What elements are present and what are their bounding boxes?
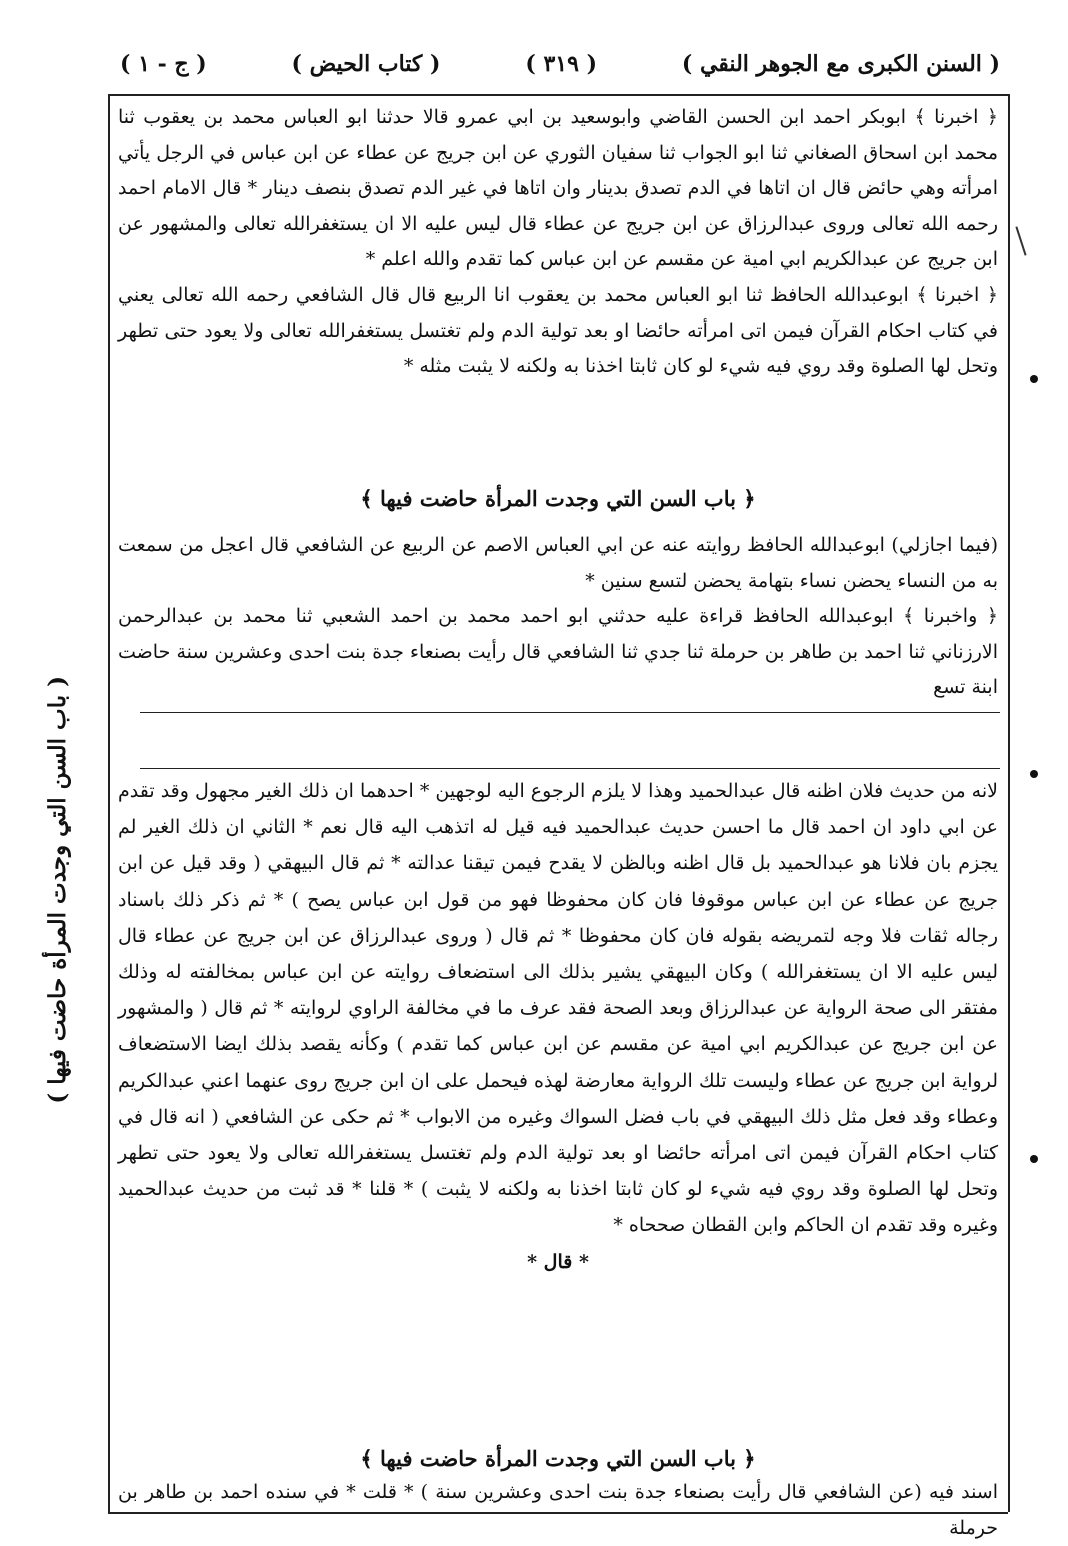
divider-line [140, 768, 1000, 769]
margin-dot [1030, 375, 1038, 383]
commentary-last-line [118, 1474, 998, 1546]
commentary-block [118, 773, 998, 1280]
side-title-text: ( باب السن التي وجدت المرأة حاضت فيها ) [43, 676, 71, 1104]
page-number: ( ٣١٩ ) [525, 51, 597, 77]
commentary-line: اسند فيه (عن الشافعي قال رأيت بصنعاء جدة بنت احدى وعشرين سنة ) * قلت * في سنده احمد بن طاهر بن حرملة [118, 1481, 998, 1540]
volume-label: ( ج - ١ ) [120, 51, 207, 77]
page-header [120, 40, 1000, 88]
commentary-heading: ﴿ باب السن التي وجدت المرأة حاضت فيها ﴾ [360, 1446, 756, 1471]
hadith-paragraph: ﴿ اخبرنا ﴾ ابوبكر احمد ابن الحسن القاضي وابوسعيد بن ابي عمرو قالا حدثنا ابو العباس محمد بن يعقوب ثنا محمد ابن اسحاق الصغاني ثنا ابو الجواب ثنا سفيان الثوري عن ابن جريج عن عطاء عن ابن عباس في الرجل يأتي امرأته وهي حائض قال ان اتاها في الدم تصدق بدينار وان اتاها في غير الدم تصدق بنصف دينار * قال الامام احمد رحمه الله تعالى وروى عبدالرزاق عن ابن جريج عن عطاء قال ليس عليه الا ان يستغفرالله تعالى والمشهور عن ابن جريج عن عبدالكريم ابي امية عن مقسم عن ابن عباس كما تقدم والله اعلم * [118, 106, 998, 271]
hadith-paragraph: (فيما اجازلي) ابوعبدالله الحافظ روايته عنه عن ابي العباس الاصم عن الربيع عن الشافعي قال اعجل من سمعت به من النساء يحضن نساء بتهامة يحضن لتسع سنين * [118, 534, 998, 592]
margin-tick [1015, 226, 1026, 255]
section-heading: ﴿ باب السن التي وجدت المرأة حاضت فيها ﴾ [360, 486, 756, 511]
margin-dot [1030, 1155, 1038, 1163]
qala-marker: * قال * [527, 1250, 589, 1273]
chapter-title: ( كتاب الحيض ) [291, 51, 441, 77]
divider-line [140, 712, 1000, 713]
book-title: ( السنن الكبرى مع الجوهر النقي ) [681, 51, 1000, 77]
side-chapter-title [12, 440, 102, 1340]
margin-dot [1030, 770, 1038, 778]
frame-top-border [108, 94, 1008, 96]
upper-text-block-2 [118, 528, 998, 706]
hadith-paragraph: ﴿ اخبرنا ﴾ ابوعبدالله الحافظ ثنا ابو العباس محمد بن يعقوب انا الربيع قال قال الشافعي رحمه الله تعالى يعني في كتاب احكام القرآن فيمن اتى امرأته حائضا او بعد تولية الدم ولم تغتسل يستغفرالله تعالى ولا يعود حتى تطهر وتحل لها الصلوة وقد روي فيه شيء لو كان ثابتا اخذنا به ولكنه لا يثبت مثله * [118, 283, 998, 378]
commentary-paragraph: لانه من حديث فلان اظنه قال عبدالحميد وهذا لا يلزم الرجوع اليه لوجهين * احدهما ان ذلك الغير مجهول وقد تقدم عن ابي داود ان احمد قال ما احسن حديث عبدالحميد فيه قيل له اتذهب اليه قال نعم * الثاني ان ذلك الغير لم يجزم بان فلانا هو عبدالحميد بل قال اظنه وبالظن لا يقدح فيمن تيقنا عدالته * ثم قال البيهقي ( وقد قيل عن ابن جريج عن عطاء عن ابن عباس موقوفا فان كان محفوظا فهو من قول ابن عباس يصح ) * ثم ذكر ذلك باسناد رجاله ثقات فلا وجه لتمريضه بقوله فان كان محفوظا * ثم قال ( وروى عبدالرزاق عن ابن جريج عن عطاء قال ليس عليه الا ان يستغفرالله ) وكان البيهقي يشير بذلك الى استضعاف روايته عن ابن عباس بمخالفته له وذلك مفتقر الى صحة الرواية عن عبدالرزاق وبعد الصحة فقد عرف ما في مخالفة الراوي لروايته * ثم قال ( والمشهور عن ابن جريج عن عبدالكريم ابي امية عن مقسم عن ابن عباس كما تقدم ) وكأنه يقصد بذلك ايضا الاستضعاف لرواية ابن جريج عن عطاء وليست تلك الرواية معارضة لهذه فيحمل على ان ابن جريج روى عنهما اعني عبدالكريم وعطاء وقد فعل مثل ذلك البيهقي في باب فضل السواك وغيره من الابواب * ثم حكى عن الشافعي ( انه قال في كتاب احكام القرآن فيمن اتى امرأته حائضا او بعد تولية الدم ولم تغتسل يستغفرالله تعالى ولا يعود حتى تطهر وتحل لها الصلوة وقد روي فيه شيء لو كان ثابتا اخذنا به ولكنه لا يثبت ) * قلنا * قد ثبت من حديث عبدالحميد وغيره وقد تقدم ان الحاكم وابن القطان صححاه * [118, 780, 998, 1237]
upper-text-block [118, 100, 998, 385]
hadith-paragraph: ﴿ واخبرنا ﴾ ابوعبدالله الحافظ قراءة عليه حدثني ابو احمد محمد بن احمد الشعبي ثنا محمد بن عبدالرحمن الارزناني ثنا احمد بن طاهر بن حرملة ثنا جدي ثنا الشافعي قال رأيت بصنعاء جدة بنت احدى وعشرين سنة حاضت ابنة تسع [118, 605, 998, 699]
